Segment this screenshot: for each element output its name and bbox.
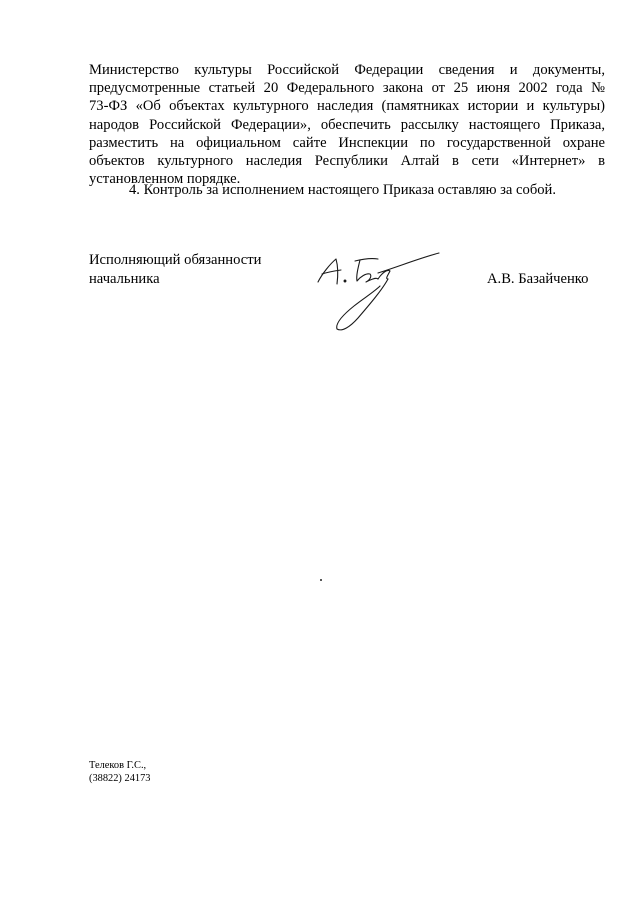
executor-name: Телеков Г.С., <box>89 760 147 771</box>
handwritten-signature <box>308 246 448 342</box>
signer-name: А.В. Базайченко <box>487 271 589 287</box>
item-4-control-clause: 4. Контроль за исполнением настоящего Приказа оставляю за собой. <box>129 182 557 198</box>
body-paragraph <box>89 61 605 188</box>
paragraph-line: разместить на официальном сайте Инспекции по государственной охране <box>89 134 605 151</box>
scan-speck <box>320 579 322 581</box>
paragraph-line: Министерство культуры Российской Федерации сведения и документы, <box>89 62 605 78</box>
signer-position <box>89 251 261 288</box>
paragraph-line: объектов культурного наследия Республики Алтай в сети «Интернет» в <box>89 153 605 170</box>
executor-info <box>89 759 150 785</box>
executor-phone: (38822) 24173 <box>89 773 151 784</box>
paragraph-line: народов Российской Федерации», обеспечить рассылку настоящего Приказа, <box>89 116 605 133</box>
paragraph-line: предусмотренные статьей 20 Федерального закона от 25 июня 2002 года № <box>89 80 605 97</box>
paragraph-line: установленном порядке. <box>89 171 241 188</box>
paragraph-line: 73-ФЗ «Об объектах культурного наследия (памятниках истории и культуры) <box>89 98 605 115</box>
signer-position-line1: Исполняющий обязанности <box>89 252 262 268</box>
signer-position-line2: начальника <box>89 270 160 287</box>
